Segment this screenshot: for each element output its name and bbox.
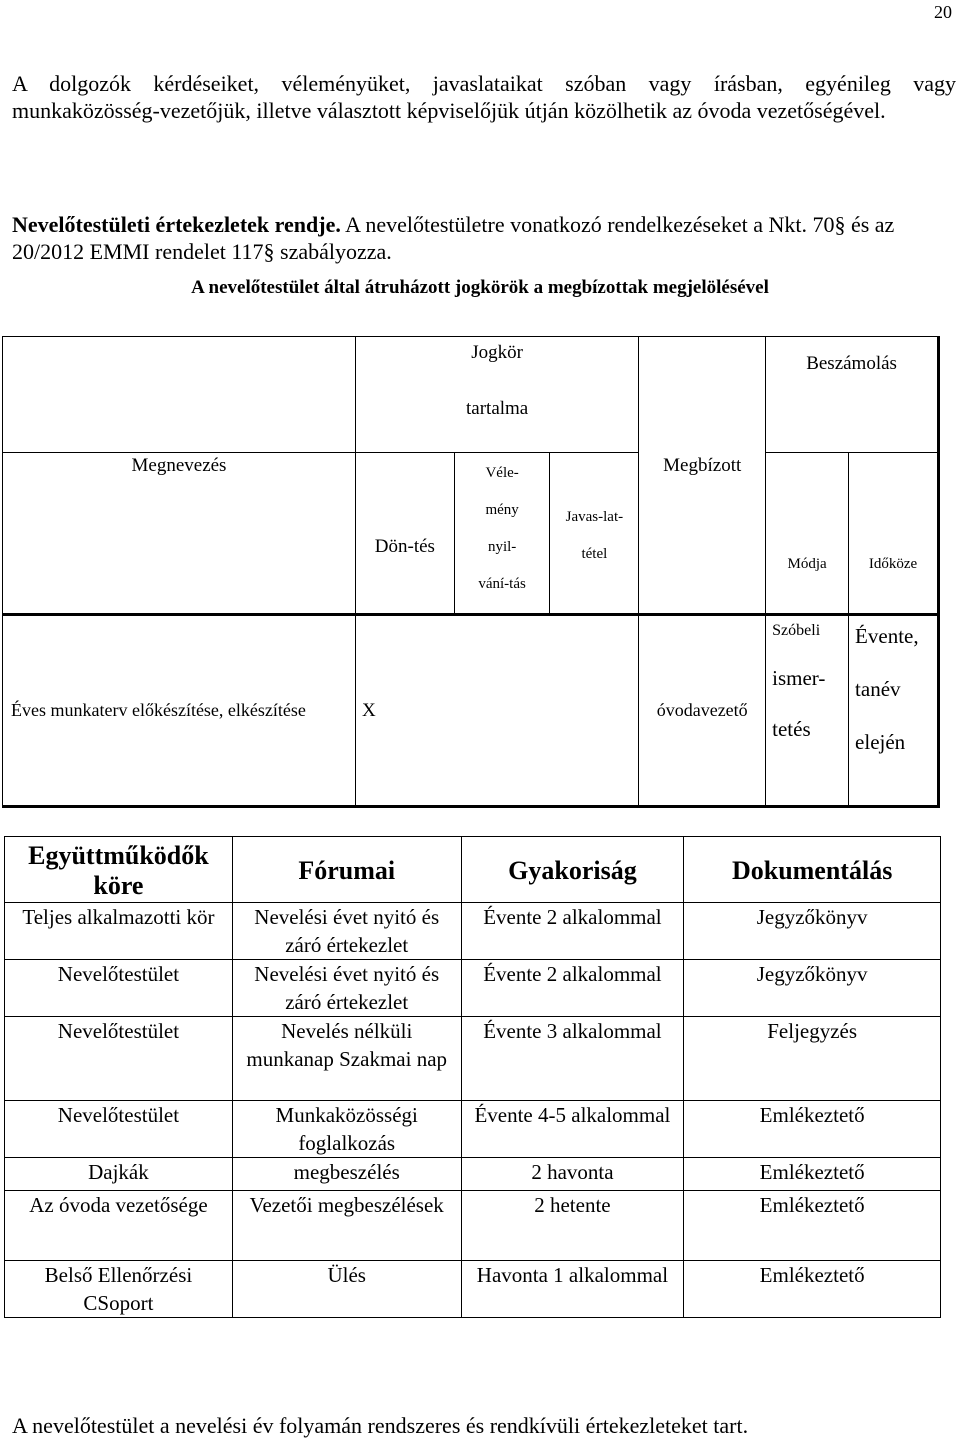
cell-gyakorisag: 2 havonta: [461, 1158, 684, 1191]
cell-gyakorisag: 2 hetente: [461, 1191, 684, 1261]
header-megnevezes: Megnevezés: [131, 455, 227, 476]
cell-forum: Vezetői megbeszélések: [232, 1191, 461, 1261]
cell-gyakorisag: Évente 2 alkalommal: [461, 960, 684, 1017]
cell-forum: Ülés: [232, 1261, 461, 1318]
row-idokoze-2: tanév: [855, 677, 901, 701]
row-megbizott: óvodavezető: [656, 700, 748, 720]
row-idokoze-3: elején: [855, 730, 906, 754]
header-tartalma: tartalma: [466, 398, 529, 419]
cell-kor: Belső Ellenőrzési CSoport: [5, 1261, 233, 1318]
header-javaslat-2: tétel: [581, 546, 608, 562]
page-number: 20: [934, 2, 952, 22]
header-velemeny-1: Véle-: [485, 465, 519, 481]
cell-gyakorisag: Havonta 1 alkalommal: [461, 1261, 684, 1318]
header-modja: Módja: [787, 556, 827, 572]
cell-forum: Nevelési évet nyitó és záró értekezlet: [232, 960, 461, 1017]
cell-forum: Munkaközösségi foglalkozás: [232, 1101, 461, 1158]
cell-dokumentalas: Emlékeztető: [684, 1101, 941, 1158]
table-row: [5, 1191, 941, 1261]
header-gyakorisag: Gyakoriság: [461, 837, 684, 903]
cell-gyakorisag: Évente 4-5 alkalommal: [461, 1101, 684, 1158]
header-forum: Fórumai: [232, 837, 461, 903]
row-dontes: X: [361, 699, 376, 721]
cell-dokumentalas: Jegyzőkönyv: [684, 960, 941, 1017]
row-modja-2: ismer-: [772, 666, 826, 690]
header-megbizott: Megbízott: [663, 454, 742, 476]
intro-paragraph: A dolgozók kérdéseiket, véleményüket, javaslataikat szóban vagy írásban, egyénileg vagy munkaközösség-vezetőjük, illetve választott képviselőjük útján közölhetik az óvoda vezetőségével.: [12, 71, 956, 123]
table-row: [5, 1261, 941, 1318]
meetings-paragraph: [12, 211, 956, 265]
cell-kor: Teljes alkalmazotti kör: [5, 903, 233, 960]
cell-kor: Nevelőtestület: [5, 960, 233, 1017]
cell-forum: Nevelés nélküli munkanap Szakmai nap: [232, 1017, 461, 1101]
cell-kor: Nevelőtestület: [5, 1017, 233, 1101]
cell-dokumentalas: Emlékeztető: [684, 1261, 941, 1318]
table1-caption: A nevelőtestület által átruházott jogkörök a megbízottak megjelölésével: [191, 277, 769, 298]
delegated-powers-table: [2, 336, 940, 808]
table-row: [5, 903, 941, 960]
row-idokoze-1: Évente,: [855, 624, 919, 648]
meetings-text: A nevelőtestületre vonatkozó rendelkezéseket a Nkt. 70§ és az 20/2012 EMMI rendelet 117§ szabályozza.: [12, 212, 895, 264]
table-row: [5, 1101, 941, 1158]
cell-forum: megbeszélés: [232, 1158, 461, 1191]
header-jogkor: Jogkör: [471, 342, 523, 363]
cell-gyakorisag: Évente 3 alkalommal: [461, 1017, 684, 1101]
cell-kor: Nevelőtestület: [5, 1101, 233, 1158]
header-idokoze: Időköze: [868, 556, 918, 572]
cell-gyakorisag: Évente 2 alkalommal: [461, 903, 684, 960]
cell-kor: Az óvoda vezetősége: [5, 1191, 233, 1261]
cell-dokumentalas: Feljegyzés: [684, 1017, 941, 1101]
cooperation-table: [4, 836, 941, 1318]
row-modja-3: tetés: [772, 717, 811, 741]
table-row: [5, 1017, 941, 1101]
closing-paragraph: A nevelőtestület a nevelési év folyamán rendszeres és rendkívüli értekezleteket tart.: [12, 1413, 749, 1438]
header-velemeny-3: nyil-: [487, 539, 517, 555]
table-row: [5, 1158, 941, 1191]
header-dontes: Dön-tés: [374, 536, 435, 557]
header-beszamolas: Beszámolás: [806, 353, 897, 374]
meetings-heading: Nevelőtestületi értekezletek rendje.: [12, 212, 341, 237]
header-javaslat-1: Javas-lat-: [565, 509, 624, 525]
header-velemeny-4: vání-tás: [478, 576, 526, 592]
row-name: Éves munkaterv előkészítése, elkészítése: [11, 700, 306, 720]
header-dokumentalas: Dokumentálás: [684, 837, 941, 903]
cell-forum: Nevelési évet nyitó és záró értekezlet: [232, 903, 461, 960]
cell-kor: Dajkák: [5, 1158, 233, 1191]
table-row: [5, 960, 941, 1017]
cell-dokumentalas: Jegyzőkönyv: [684, 903, 941, 960]
header-velemeny-2: mény: [485, 502, 519, 518]
header-kor: Együttműködők köre: [5, 837, 233, 903]
row-modja-1: Szóbeli: [772, 622, 821, 639]
cell-dokumentalas: Emlékeztető: [684, 1158, 941, 1191]
cell-dokumentalas: Emlékeztető: [684, 1191, 941, 1261]
